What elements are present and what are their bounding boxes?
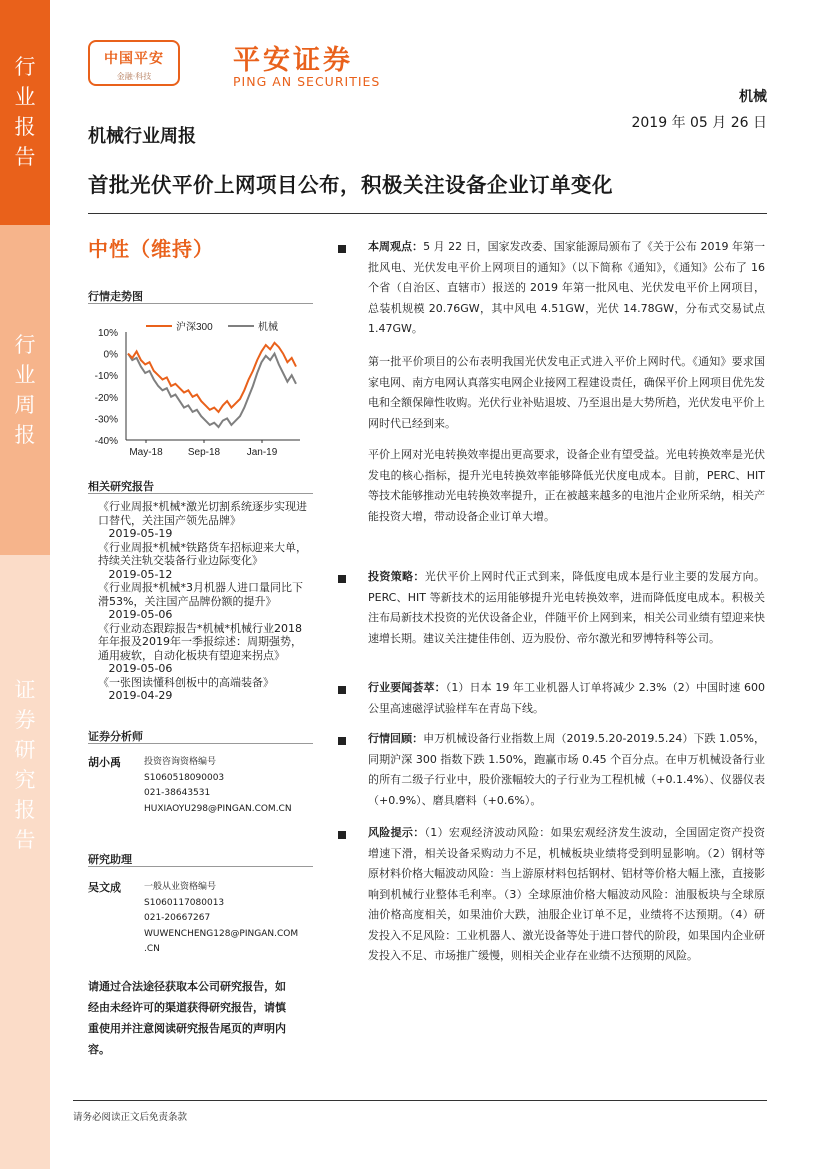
- y-tick-label: -40%: [94, 436, 118, 447]
- related-report-date: 2019-05-19: [98, 527, 173, 540]
- side-label-weekly: 行 业 周 报: [14, 333, 36, 447]
- report-headline: 首批光伏平价上网项目公布，积极关注设备企业订单变化: [88, 173, 613, 197]
- weekly-view-label: 本周观点：: [368, 240, 424, 253]
- assistant-cert-no: S1060117080013: [144, 897, 225, 908]
- analyst-divider: [88, 743, 313, 744]
- market-review-label: 行情回顾：: [368, 732, 424, 745]
- analyst-phone: 021-38643531: [144, 788, 211, 798]
- report-type: 机械行业周报: [88, 126, 196, 147]
- report-date: 2019 年 05 月 26 日: [631, 115, 767, 131]
- bullet-icon: [338, 737, 346, 745]
- analyst-name: 胡小禹: [88, 756, 121, 769]
- x-tick-label: Sep-18: [187, 447, 221, 458]
- industry-news: [368, 678, 765, 719]
- investment-strategy-text: 光伏平价上网时代正式到来，降低度电成本是行业主要的发展方向。PERC、HIT 等新技术的运用能够提升光电转换效率，进而降低度电成本。积极关注布局新技术投资的光伏设备企业，伴随平价上网到来，相关公司业绩有望迎来快速增长期。建议关注捷佳伟创、迈为股份、帝尔激光和罗博特科等公司。: [368, 570, 765, 645]
- related-report-date: 2019-05-06: [98, 662, 173, 675]
- industry-label: 机械: [739, 89, 767, 105]
- trend-title: 行情走势图: [88, 290, 143, 303]
- related-report-item[interactable]: [98, 676, 308, 703]
- bullet-icon: [338, 686, 346, 694]
- legend-label: 沪深300: [176, 322, 213, 333]
- analyst-card: [88, 755, 313, 835]
- side-banner-middle: [0, 225, 50, 555]
- related-report-title: 《行业周报*机械*激光切割系统逐步实现进口替代，关注国产领先品牌》: [98, 500, 307, 527]
- related-report-title: 《一张图读懂科创板中的高端装备》: [98, 675, 274, 689]
- related-report-title: 《行业动态跟踪报告*机械*机械行业2018年年报及2019年一季报综述：周期强势，通用疲软，自动化板块有望迎来拐点》: [98, 621, 302, 662]
- header-divider: [88, 213, 767, 214]
- side-banner-bottom: [0, 555, 50, 1169]
- investment-strategy-label: 投资策略：: [368, 570, 425, 583]
- related-divider: [88, 493, 313, 494]
- y-tick-label: 10%: [97, 328, 118, 339]
- x-tick-label: Jan-19: [246, 447, 278, 458]
- brand-name-cn: 平安证券: [233, 45, 353, 76]
- related-report-item[interactable]: [98, 622, 308, 676]
- y-tick-label: -30%: [94, 414, 118, 426]
- logo-subtext: 金融·科技: [116, 72, 152, 81]
- legal-notice: 请通过合法途径获取本公司研究报告，如经由未经许可的渠道获得研究报告，请慎重使用并注意阅读研究报告尾页的声明内容。: [88, 980, 286, 1056]
- investment-strategy: [368, 567, 765, 649]
- related-report-title: 《行业周报*机械*3月机器人进口量同比下滑53%，关注国产品牌份额的提升》: [98, 581, 303, 608]
- bullet-icon: [338, 575, 346, 583]
- side-label-research: 证 券 研 究 报 告: [14, 678, 36, 852]
- assistant-email[interactable]: WUWENCHENG128@PINGAN.COM: [144, 928, 299, 939]
- industry-news-text: （1）日本 19 年工业机器人订单将减少 2.3%（2）中国时速 600 公里高速磁浮试验样车在青岛下线。: [368, 681, 766, 715]
- analyst-info: [144, 755, 314, 817]
- side-label-industry-report: 行 业 报 告: [14, 55, 36, 169]
- industry-news-label: 行业要闻荟萃：: [368, 681, 446, 694]
- weekly-view: [368, 237, 765, 340]
- bullet-icon: [338, 831, 346, 839]
- risk-warning-label: 风险提示：: [368, 826, 425, 839]
- footer-divider: [73, 1100, 767, 1101]
- assistant-card: [88, 880, 313, 970]
- trend-divider: [88, 303, 313, 304]
- parity-paragraph: 第一批平价项目的公布表明我国光伏发电正式进入平价上网时代。《通知》要求国家电网、南方电网认真落实电网企业接网工程建设责任，确保平价上网项目优先发电和全额保障性收购。光伏行业补贴退坡、乃至退出是大势所趋，光伏发电平价上网时代已经到来。: [368, 355, 765, 430]
- y-tick-label: -20%: [94, 392, 118, 404]
- assistant-divider: [88, 866, 313, 867]
- assistant-email-cont: .CN: [144, 944, 160, 954]
- assistant-name: 吴文成: [88, 881, 121, 894]
- related-title: 相关研究报告: [88, 480, 154, 493]
- rating: 中性（维持）: [88, 237, 214, 261]
- efficiency-paragraph: 平价上网对光电转换效率提出更高要求，设备企业有望受益。光电转换效率是光伏发电的核心指标，提升光电转换效率能够降低光伏度电成本。目前，PERC、HIT 等技术能够推动光电转换效率提升，正在被越来越多的电池片企业所采纳，相关产能投资大增，带动设备企业订单大增。: [368, 448, 765, 523]
- series-line-machinery: [128, 354, 296, 427]
- side-banner: [0, 0, 50, 1169]
- related-report-item[interactable]: [98, 500, 308, 541]
- logo-text: 中国平安: [104, 51, 164, 67]
- bullet-icon: [338, 245, 346, 253]
- weekly-view-text: 5 月 22 日，国家发改委、国家能源局颁布了《关于公布 2019 年第一批风电、光伏发电平价上网项目的通知》（以下简称《通知》，《通知》公布了 16 个省（自治区、直辖市）报送的 2019 年第一批风电、光伏发电平价上网项目，总装机规模 20.76GW，其中风电 4.51GW，光伏 14.78GW，分布式交易试点 1.47GW。: [368, 240, 765, 335]
- analyst-email[interactable]: HUXIAOYU298@PINGAN.COM.CN: [144, 803, 292, 814]
- side-banner-top: [0, 0, 50, 225]
- related-report-date: 2019-04-29: [98, 689, 173, 702]
- risk-warning: [368, 823, 765, 967]
- ping-an-logo: [88, 40, 180, 86]
- related-report-item[interactable]: [98, 541, 308, 582]
- risk-warning-text: （1）宏观经济波动风险：如果宏观经济发生波动，全国固定资产投资增速下滑，相关设备采购动力不足，机械板块业绩将受到明显影响。（2）钢材等原材料价格大幅波动风险：当上游原材料包括钢材、铝材等价格大幅上涨，直接影响到机械行业整体毛利率。（3）全球原油价格大幅波动风险：油服板块与全球原油价格高度相关，如果油价大跌，油服企业订单不足，业绩将不达预期。（4）研发投入不足风险：工业机器人、激光设备等处于进口替代的阶段，如果国内企业研发投入不足、市场推广缓慢，则相关企业存在业绩不达预期的风险。: [368, 826, 765, 962]
- assistant-title: 研究助理: [88, 853, 132, 866]
- market-review-text: 申万机械设备行业指数上周（2019.5.20-2019.5.24）下跌 1.05%，同期沪深 300 指数下跌 1.50%，跑赢市场 0.45 个百分点。在申万机械设备行业的所有二级子行业中，股价涨幅较大的子行业为工程机械（+0.1.4%）、仪器仪表（+0.9%）、磨具磨料（+0.6%）。: [368, 732, 766, 807]
- brand-name-en: PING AN SECURITIES: [233, 74, 381, 89]
- x-tick-label: May-18: [129, 447, 163, 458]
- related-report-item[interactable]: [98, 581, 308, 622]
- footer-disclaimer-note: 请务必阅读正文后免责条款: [73, 1112, 188, 1123]
- related-report-date: 2019-05-12: [98, 567, 173, 581]
- related-report-date: 2019-05-06: [98, 608, 173, 621]
- market-review: [368, 729, 765, 811]
- assistant-phone: 021-20667267: [144, 913, 211, 923]
- y-tick-label: -10%: [94, 371, 118, 383]
- legend-label: 机械: [258, 322, 278, 333]
- analyst-cert-label: 投资咨询资格编号: [144, 757, 217, 767]
- related-list: [98, 500, 308, 703]
- analyst-cert-no: S1060518090003: [144, 772, 225, 783]
- assistant-info: [144, 880, 314, 958]
- y-tick-label: 0%: [103, 349, 118, 361]
- related-report-title: 《行业周报*机械*铁路货车招标迎来大单，持续关注轨交装备行业边际变化》: [98, 540, 307, 567]
- analyst-title: 证券分析师: [88, 730, 143, 743]
- trend-chart: [88, 312, 308, 462]
- assistant-cert-label: 一般从业资格编号: [144, 882, 217, 892]
